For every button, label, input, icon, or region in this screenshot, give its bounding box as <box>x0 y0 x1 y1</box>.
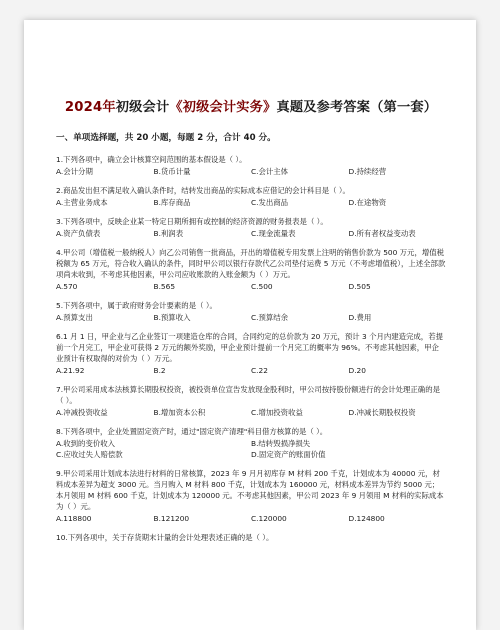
question-options <box>56 312 446 323</box>
title-prefix: 初级会计 <box>115 100 170 115</box>
question-5 <box>56 300 446 323</box>
question-options <box>56 281 446 292</box>
question-stem: 10.下列各项中，关于存货期末计量的会计处理表述正确的是（ ）。 <box>56 533 274 542</box>
question-options <box>56 513 446 524</box>
question-9 <box>56 468 446 524</box>
option-a: A.预算支出 <box>56 313 93 322</box>
option-c: C.会计主体 <box>251 167 289 176</box>
option-a: A.资产负债表 <box>56 229 101 238</box>
option-b: B.结转毁损净损失 <box>251 439 311 448</box>
option-a: A.收到的变价收入 <box>56 439 116 448</box>
option-b: B.2 <box>153 366 166 375</box>
question-10 <box>56 532 446 543</box>
question-4 <box>56 247 446 292</box>
question-6 <box>56 331 446 376</box>
title-year: 2024年 <box>64 100 116 115</box>
option-b: B.货币计量 <box>153 167 191 176</box>
option-a: A.21.92 <box>56 366 85 375</box>
option-a: A.会计分期 <box>56 167 93 176</box>
option-c: C.应收过失人赔偿款 <box>56 450 123 459</box>
question-stem: 2.商品发出但不满足收入确认条件时，结转发出商品的实际成本应借记的会计科目是（ ）。 <box>56 186 350 195</box>
option-c: C.22 <box>251 366 268 375</box>
option-b: B.增加资本公积 <box>153 408 206 417</box>
question-3 <box>56 216 446 239</box>
option-c: C.现金流量表 <box>251 229 296 238</box>
option-d: D.固定资产的账面价值 <box>251 450 326 459</box>
option-d: D.所有者权益变动表 <box>348 229 416 238</box>
option-d: D.冲减长期股权投资 <box>348 408 416 417</box>
question-1 <box>56 154 446 177</box>
option-d: D.124800 <box>348 514 385 523</box>
option-b: B.预算收入 <box>153 313 191 322</box>
option-b: B.库存商品 <box>153 198 191 207</box>
question-options <box>56 197 446 208</box>
document-content <box>24 20 476 543</box>
question-stem: 5.下列各项中，属于政府财务会计要素的是（ ）。 <box>56 301 217 310</box>
option-c: C.120000 <box>251 514 287 523</box>
question-7 <box>56 384 446 418</box>
option-a: A.570 <box>56 282 78 291</box>
document-page <box>24 20 476 630</box>
question-stem: 6.1 月 1 日，甲企业与乙企业签订一项建造仓库的合同，合同约定的总价款为 20 万元，预计 3 个月内建造完成，若提前一个月完工，甲企业可获得 2 万元的额外奖励，甲企业预计提前一个月完工的概率为 96%。不考虑其他因素，甲企业预计有权取得的对价为（ ）万元。 <box>56 332 443 363</box>
question-8 <box>56 426 446 460</box>
section-heading: 一、单项选择题，共 20 小题，每题 2 分，合计 40 分。 <box>56 133 276 143</box>
option-d: D.持续经营 <box>348 167 387 176</box>
question-2 <box>56 185 446 208</box>
option-c: C.增加投资收益 <box>251 408 303 417</box>
option-b: B.利润表 <box>153 229 184 238</box>
option-d: D.505 <box>348 282 371 291</box>
page-title <box>56 96 446 115</box>
option-a: A.118800 <box>56 514 92 523</box>
option-d: D.费用 <box>348 313 372 322</box>
question-options <box>56 438 446 460</box>
question-stem: 9.甲公司采用计划成本法进行材料的日常核算，2023 年 9 月月初库存 M 材料 200 千克，计划成本为 40000 元，材料成本差异为超支 3000 元。当月购入 M 材料 800 千克，计划成本为 160000 元，材料成本差异为节约 5000 元；本月领用 M 材料 600 千克，计划成本为 120000 元。不考虑其他因素，甲公司 2023 年 9 月领用 M 材料的实际成本为（ ）元。 <box>56 469 444 511</box>
question-stem: 3.下列各项中，反映企业某一特定日期所拥有或控制的经济资源的财务报表是（ ）。 <box>56 217 328 226</box>
option-b: B.121200 <box>153 514 190 523</box>
option-d: D.20 <box>348 366 366 375</box>
question-options <box>56 407 446 418</box>
option-c: C.预算结余 <box>251 313 289 322</box>
option-a: A.冲减投资收益 <box>56 408 108 417</box>
title-book: 《初级会计实务》 <box>169 100 277 115</box>
option-d: D.在途物资 <box>348 198 387 207</box>
option-b: B.565 <box>153 282 176 291</box>
question-stem: 7.甲公司采用成本法核算长期股权投资，被投资单位宣告发放现金股利时，甲公司按持股份额进行的会计处理正确的是（ ）。 <box>56 385 440 405</box>
title-suffix: 真题及参考答案（第一套） <box>276 100 438 115</box>
question-stem: 1.下列各项中，确立会计核算空间范围的基本假设是（ ）。 <box>56 155 247 164</box>
question-stem: 4.甲公司（增值税一般纳税人）向乙公司销售一批商品，开出的增值税专用发票上注明的销售价款为 500 万元，增值税税额为 65 万元，符合收入确认的条件，同时甲公司以银行存款代乙公司垫付运费 5 万元（不考虑增值税），上述全部款项尚未收到，不考虑其他因素，甲公司应收账款的入账金额为（ ）万元。 <box>56 248 446 279</box>
question-options <box>56 166 446 177</box>
question-options <box>56 365 446 376</box>
option-a: A.主营业务成本 <box>56 198 108 207</box>
option-c: C.500 <box>251 282 273 291</box>
option-c: C.发出商品 <box>251 198 289 207</box>
question-options <box>56 228 446 239</box>
question-stem: 8.下列各项中，企业处置固定资产时，通过"固定资产清理"科目借方核算的是（ ）。 <box>56 427 328 436</box>
